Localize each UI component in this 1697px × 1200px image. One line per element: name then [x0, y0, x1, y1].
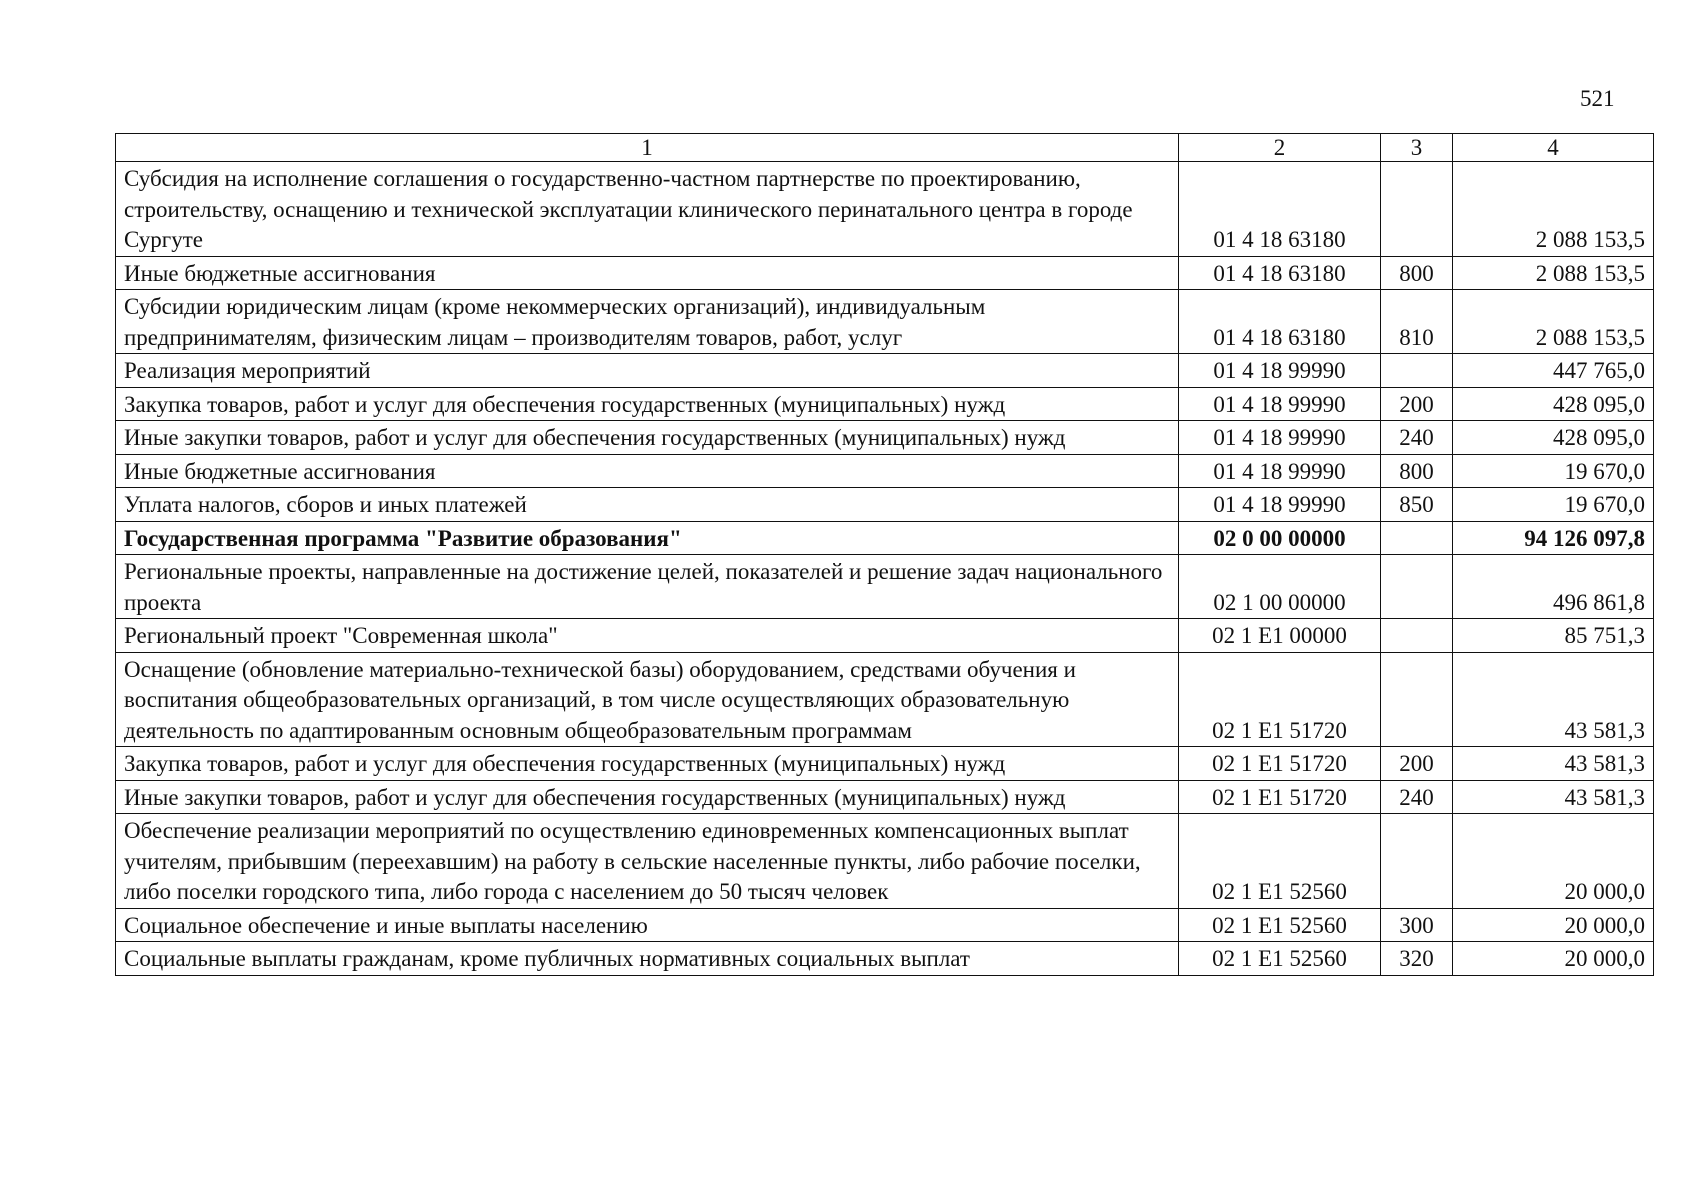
row-type-cell	[1381, 555, 1453, 619]
table-row	[116, 354, 1654, 388]
table-row	[116, 780, 1654, 814]
row-code-cell: 02 1 E1 51720	[1179, 780, 1381, 814]
table-row	[116, 521, 1654, 555]
row-code-cell: 01 4 18 99990	[1179, 387, 1381, 421]
row-name-cell: Региональный проект "Современная школа"	[116, 619, 1179, 653]
row-amount-cell: 43 581,3	[1453, 780, 1654, 814]
row-type-cell: 800	[1381, 256, 1453, 290]
row-type-cell: 320	[1381, 942, 1453, 976]
table-row	[116, 942, 1654, 976]
row-code-cell: 01 4 18 63180	[1179, 256, 1381, 290]
row-code-cell: 01 4 18 63180	[1179, 290, 1381, 354]
row-type-cell: 850	[1381, 488, 1453, 522]
row-amount-cell: 94 126 097,8	[1453, 521, 1654, 555]
table-row	[116, 747, 1654, 781]
row-name-cell: Социальные выплаты гражданам, кроме публичных нормативных социальных выплат	[116, 942, 1179, 976]
row-amount-cell: 20 000,0	[1453, 908, 1654, 942]
row-name-cell: Оснащение (обновление материально-технической базы) оборудованием, средствами обучения и воспитания общеобразовательных организаций, в том числе осуществляющих образовательную деятельность по адаптированным основным общеобразовательным программам	[116, 652, 1179, 747]
row-type-cell	[1381, 521, 1453, 555]
row-amount-cell: 447 765,0	[1453, 354, 1654, 388]
row-type-cell	[1381, 619, 1453, 653]
row-code-cell: 02 1 E1 52560	[1179, 942, 1381, 976]
row-code-cell: 02 0 00 00000	[1179, 521, 1381, 555]
row-code-cell: 02 1 E1 51720	[1179, 652, 1381, 747]
table-row	[116, 454, 1654, 488]
column-header-4: 4	[1453, 134, 1654, 162]
row-code-cell: 02 1 E1 00000	[1179, 619, 1381, 653]
column-header-2: 2	[1179, 134, 1381, 162]
row-type-cell: 240	[1381, 421, 1453, 455]
row-name-cell: Субсидия на исполнение соглашения о государственно-частном партнерстве по проектированию, строительству, оснащению и технической эксплуатации клинического перинатального центра в городе Сургуте	[116, 162, 1179, 257]
table-row	[116, 652, 1654, 747]
row-code-cell: 01 4 18 99990	[1179, 488, 1381, 522]
table-row	[116, 488, 1654, 522]
row-type-cell: 240	[1381, 780, 1453, 814]
row-amount-cell: 20 000,0	[1453, 814, 1654, 909]
row-code-cell: 01 4 18 63180	[1179, 162, 1381, 257]
row-type-cell: 200	[1381, 747, 1453, 781]
table-row	[116, 619, 1654, 653]
row-amount-cell: 496 861,8	[1453, 555, 1654, 619]
row-amount-cell: 2 088 153,5	[1453, 290, 1654, 354]
header-row	[116, 134, 1654, 162]
row-name-cell: Государственная программа "Развитие образования"	[116, 521, 1179, 555]
row-amount-cell: 19 670,0	[1453, 454, 1654, 488]
table-body	[116, 134, 1654, 976]
column-header-3: 3	[1381, 134, 1453, 162]
row-code-cell: 02 1 E1 52560	[1179, 814, 1381, 909]
row-code-cell: 02 1 00 00000	[1179, 555, 1381, 619]
row-code-cell: 01 4 18 99990	[1179, 454, 1381, 488]
row-type-cell	[1381, 354, 1453, 388]
row-name-cell: Обеспечение реализации мероприятий по осуществлению единовременных компенсационных выплат учителям, прибывшим (переехавшим) на работу в сельские населенные пункты, либо рабочие поселки, либо поселки городского типа, либо города с населением до 50 тысяч человек	[116, 814, 1179, 909]
row-code-cell: 01 4 18 99990	[1179, 421, 1381, 455]
row-type-cell: 200	[1381, 387, 1453, 421]
row-code-cell: 02 1 E1 52560	[1179, 908, 1381, 942]
row-amount-cell: 20 000,0	[1453, 942, 1654, 976]
column-header-1: 1	[116, 134, 1179, 162]
row-name-cell: Закупка товаров, работ и услуг для обеспечения государственных (муниципальных) нужд	[116, 387, 1179, 421]
row-type-cell	[1381, 652, 1453, 747]
row-code-cell: 02 1 E1 51720	[1179, 747, 1381, 781]
table-row	[116, 256, 1654, 290]
table-row	[116, 162, 1654, 257]
row-amount-cell: 428 095,0	[1453, 421, 1654, 455]
table-row	[116, 814, 1654, 909]
row-amount-cell: 2 088 153,5	[1453, 256, 1654, 290]
row-name-cell: Иные бюджетные ассигнования	[116, 256, 1179, 290]
row-name-cell: Региональные проекты, направленные на достижение целей, показателей и решение задач национального проекта	[116, 555, 1179, 619]
row-name-cell: Иные закупки товаров, работ и услуг для обеспечения государственных (муниципальных) нужд	[116, 421, 1179, 455]
row-name-cell: Уплата налогов, сборов и иных платежей	[116, 488, 1179, 522]
row-name-cell: Закупка товаров, работ и услуг для обеспечения государственных (муниципальных) нужд	[116, 747, 1179, 781]
row-type-cell: 300	[1381, 908, 1453, 942]
row-amount-cell: 85 751,3	[1453, 619, 1654, 653]
row-name-cell: Иные закупки товаров, работ и услуг для обеспечения государственных (муниципальных) нужд	[116, 780, 1179, 814]
row-name-cell: Иные бюджетные ассигнования	[116, 454, 1179, 488]
table-row	[116, 387, 1654, 421]
row-amount-cell: 19 670,0	[1453, 488, 1654, 522]
row-code-cell: 01 4 18 99990	[1179, 354, 1381, 388]
row-amount-cell: 428 095,0	[1453, 387, 1654, 421]
table-row	[116, 555, 1654, 619]
row-type-cell: 810	[1381, 290, 1453, 354]
row-type-cell	[1381, 814, 1453, 909]
row-name-cell: Социальное обеспечение и иные выплаты населению	[116, 908, 1179, 942]
row-type-cell	[1381, 162, 1453, 257]
row-amount-cell: 43 581,3	[1453, 652, 1654, 747]
budget-table	[115, 133, 1654, 976]
row-name-cell: Реализация мероприятий	[116, 354, 1179, 388]
page-number: 521	[1580, 86, 1615, 111]
row-amount-cell: 2 088 153,5	[1453, 162, 1654, 257]
row-type-cell: 800	[1381, 454, 1453, 488]
table-row	[116, 290, 1654, 354]
table-row	[116, 908, 1654, 942]
row-amount-cell: 43 581,3	[1453, 747, 1654, 781]
row-name-cell: Субсидии юридическим лицам (кроме некоммерческих организаций), индивидуальным предпринимателям, физическим лицам – производителям товаров, работ, услуг	[116, 290, 1179, 354]
table-row	[116, 421, 1654, 455]
